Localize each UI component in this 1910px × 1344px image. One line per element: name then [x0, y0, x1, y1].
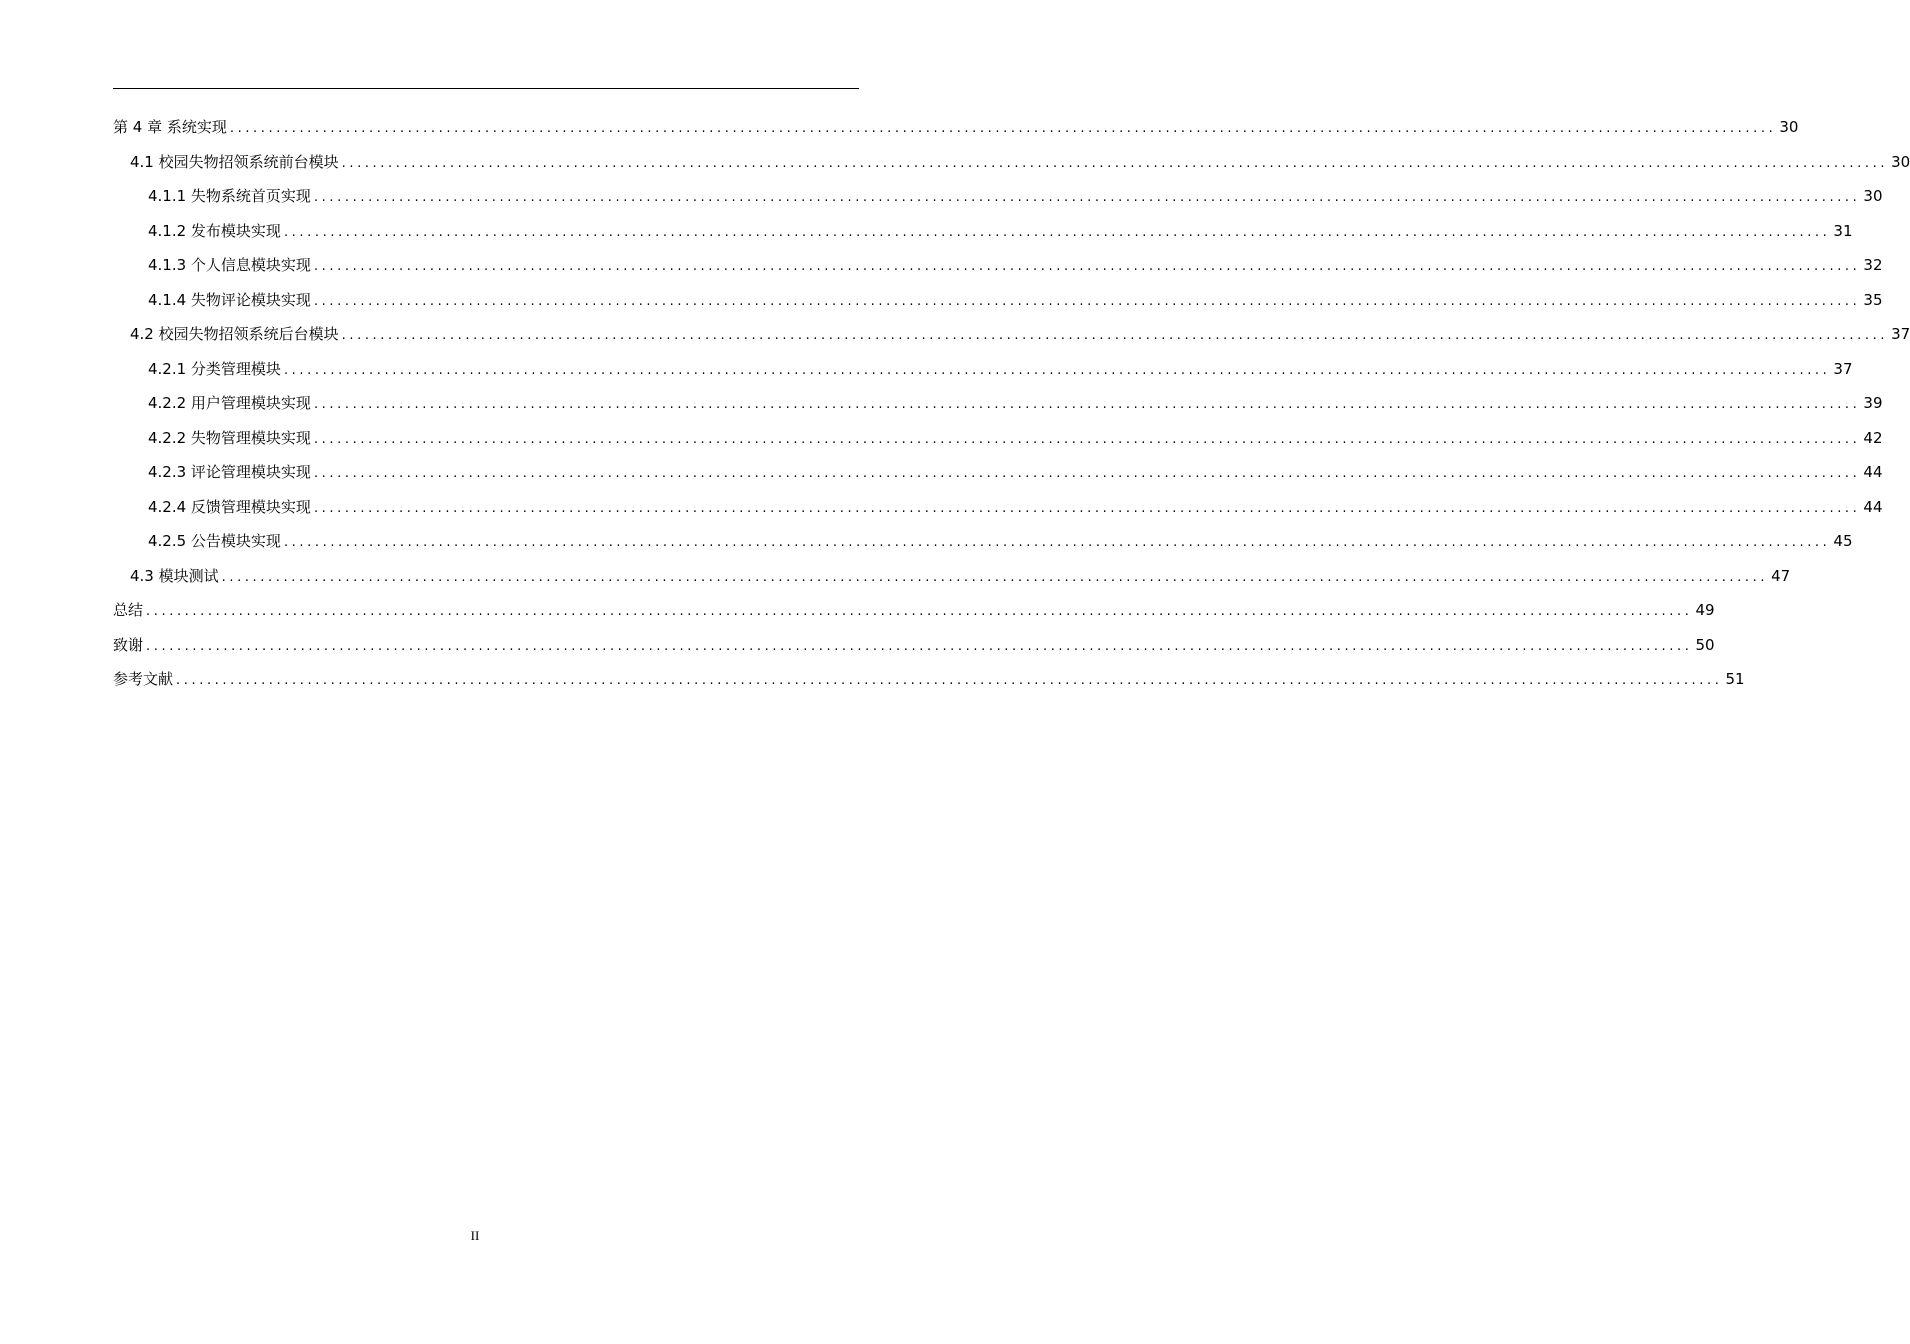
toc-entry[interactable]: [113, 662, 1745, 697]
toc-entry-title: 4.2.2 用户管理模块实现: [148, 394, 311, 412]
toc-entry-page: 44: [1863, 463, 1883, 481]
toc-dot-leader: ........................................................................................................................................................................................................: [146, 638, 1693, 654]
toc-entry-title: 4.2.5 公告模块实现: [148, 532, 281, 550]
toc-entry-title: 4.2.2 失物管理模块实现: [148, 428, 311, 447]
toc-entry-title: 4.1.4 失物评论模块实现: [148, 290, 311, 309]
toc-dot-leader: ........................................................................................................................................................................................................: [313, 466, 1861, 481]
toc-entry[interactable]: [113, 421, 1883, 456]
toc-entry[interactable]: [113, 490, 1883, 525]
toc-dot-leader: ........................................................................................................................................................................................................: [313, 259, 1861, 274]
toc-entry-page: 47: [1771, 566, 1791, 585]
toc-entry[interactable]: [113, 524, 1853, 559]
toc-dot-leader: ........................................................................................................................................................................................................: [283, 535, 1831, 550]
toc-entry-title: 4.3 模块测试: [130, 566, 219, 585]
toc-entry-page: 37: [1891, 325, 1910, 343]
toc-entry-page: 30: [1779, 118, 1799, 136]
toc-entry-title: 参考文献: [113, 670, 174, 688]
toc-entry-page: 45: [1833, 532, 1853, 550]
toc-entry-page: 50: [1695, 635, 1715, 654]
toc-entry-title: 第 4 章 系统实现: [113, 118, 227, 136]
toc-entry-page: 30: [1891, 152, 1910, 171]
toc-entry-page: 30: [1863, 187, 1883, 205]
toc-entry-page: 35: [1863, 290, 1883, 309]
toc-entry-title: 4.2.1 分类管理模块: [148, 359, 281, 378]
table-of-contents: [113, 110, 1910, 697]
toc-entry-page: 31: [1833, 221, 1853, 240]
toc-entry[interactable]: [113, 455, 1883, 490]
toc-entry[interactable]: [113, 110, 1799, 145]
toc-dot-leader: ........................................................................................................................................................................................................: [313, 293, 1861, 309]
toc-entry[interactable]: [113, 628, 1715, 663]
toc-dot-leader: ........................................................................................................................................................................................................: [283, 224, 1831, 240]
toc-entry[interactable]: [113, 593, 1715, 628]
toc-entry-title: 4.2.4 反馈管理模块实现: [148, 497, 311, 516]
toc-entry-page: 42: [1863, 428, 1883, 447]
toc-entry-title: 4.1.2 发布模块实现: [148, 221, 281, 240]
toc-entry[interactable]: [113, 179, 1883, 214]
toc-dot-leader: ........................................................................................................................................................................................................: [341, 328, 1889, 343]
toc-entry-page: 44: [1863, 497, 1883, 516]
toc-entry[interactable]: [113, 283, 1883, 318]
toc-entry-page: 37: [1833, 359, 1853, 378]
toc-entry[interactable]: [113, 352, 1853, 387]
toc-entry-title: 总结: [113, 601, 144, 619]
toc-dot-leader: ........................................................................................................................................................................................................: [313, 500, 1861, 516]
toc-dot-leader: ........................................................................................................................................................................................................: [341, 155, 1889, 171]
toc-entry[interactable]: [113, 386, 1883, 421]
toc-entry-page: 39: [1863, 394, 1883, 412]
toc-entry-title: 4.1 校园失物招领系统前台模块: [130, 152, 339, 171]
toc-entry-title: 4.1.1 失物系统首页实现: [148, 187, 311, 205]
toc-dot-leader: ........................................................................................................................................................................................................: [229, 121, 1777, 136]
toc-entry[interactable]: [113, 317, 1910, 352]
toc-dot-leader: ........................................................................................................................................................................................................: [313, 397, 1861, 412]
header-rule: [113, 88, 859, 89]
toc-entry[interactable]: [113, 559, 1791, 594]
toc-entry[interactable]: [113, 248, 1883, 283]
toc-entry-title: 4.1.3 个人信息模块实现: [148, 256, 311, 274]
toc-entry-title: 4.2 校园失物招领系统后台模块: [130, 325, 339, 343]
toc-dot-leader: ........................................................................................................................................................................................................: [313, 190, 1861, 205]
toc-dot-leader: ........................................................................................................................................................................................................: [221, 569, 1769, 585]
toc-dot-leader: ........................................................................................................................................................................................................: [283, 362, 1831, 378]
toc-dot-leader: ........................................................................................................................................................................................................: [313, 431, 1861, 447]
toc-entry-page: 51: [1725, 670, 1745, 688]
toc-dot-leader: ........................................................................................................................................................................................................: [176, 673, 1723, 688]
page-number: II: [470, 1228, 480, 1243]
toc-dot-leader: ........................................................................................................................................................................................................: [146, 604, 1693, 619]
toc-entry-page: 49: [1695, 601, 1715, 619]
toc-entry-title: 4.2.3 评论管理模块实现: [148, 463, 311, 481]
toc-entry[interactable]: [113, 214, 1853, 249]
toc-entry-title: 致谢: [113, 635, 144, 654]
toc-entry-page: 32: [1863, 256, 1883, 274]
toc-entry[interactable]: [113, 145, 1910, 180]
